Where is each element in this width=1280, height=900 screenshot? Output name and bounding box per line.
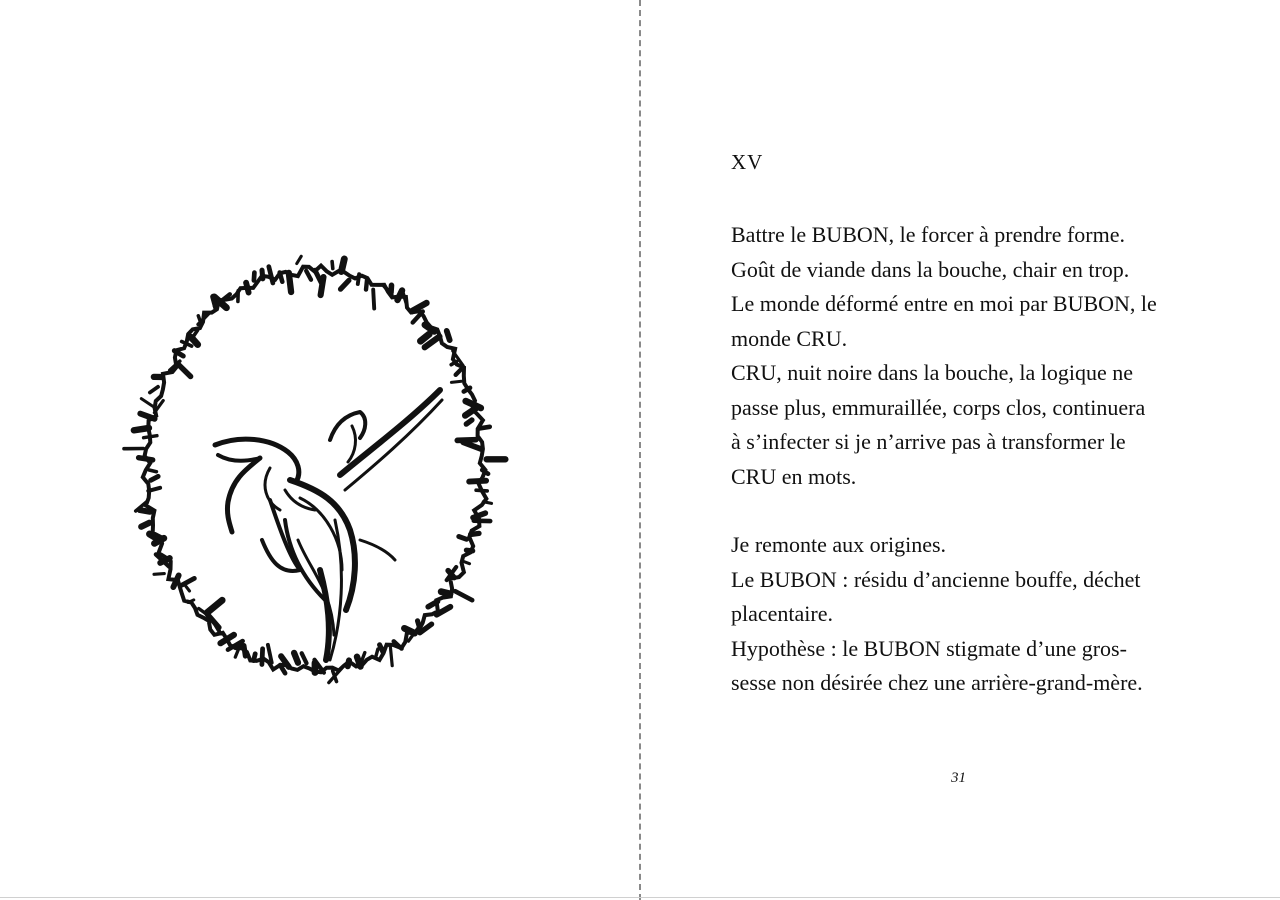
ring-stroke xyxy=(182,578,194,585)
ring-stroke xyxy=(456,370,461,375)
ring-stroke xyxy=(151,476,158,480)
ring-stroke xyxy=(140,510,150,512)
ink-circle-figure-illustration xyxy=(120,240,520,700)
poem-line: placentaire. xyxy=(731,601,833,626)
poem-line: sesse non désirée chez une arrière-grand-mère. xyxy=(731,670,1143,695)
ring-stroke xyxy=(457,440,476,441)
ring-stroke xyxy=(466,420,472,424)
ring-stroke xyxy=(321,277,324,295)
ring-stroke xyxy=(306,271,311,280)
ring-stroke xyxy=(341,259,344,272)
jagged-ring xyxy=(124,256,505,682)
poem-line: Goût de viande dans la bouche, chair en trop. xyxy=(731,256,1130,282)
ring-stroke xyxy=(150,387,158,393)
ring-stroke xyxy=(213,620,219,631)
ring-stroke xyxy=(390,646,392,666)
ring-stroke xyxy=(154,574,164,575)
ring-stroke xyxy=(455,591,472,600)
ring-outline xyxy=(143,266,487,673)
figure-drawing xyxy=(215,390,442,660)
poem-line: Je remonte aux origines. xyxy=(731,532,947,557)
ring-stroke xyxy=(149,470,156,472)
ring-stroke xyxy=(302,653,307,663)
right-page xyxy=(641,0,1280,900)
ring-stroke xyxy=(341,280,349,289)
poem-line: Hypothèse : le BUBON stigmate d’une gros- xyxy=(731,635,1127,661)
bottom-edge-rule xyxy=(0,897,1280,898)
ring-stroke xyxy=(254,273,255,281)
ring-stroke xyxy=(207,600,222,613)
ring-stroke xyxy=(441,592,450,594)
poem-line: monde CRU. xyxy=(731,325,848,351)
poem-line: CRU en mots. xyxy=(731,463,857,489)
ring-stroke xyxy=(459,537,467,540)
ring-stroke xyxy=(332,262,333,269)
ring-stroke xyxy=(373,290,374,309)
page-number: 31 xyxy=(951,770,966,786)
poem-line: CRU, nuit noire dans la bouche, la logique ne xyxy=(731,360,1134,385)
ring-stroke xyxy=(463,442,481,449)
ring-stroke xyxy=(141,523,149,527)
stanza-2 xyxy=(731,528,1231,701)
ring-stroke xyxy=(421,334,430,341)
chapter-numeral: XV xyxy=(731,150,764,174)
ring-stroke xyxy=(451,381,461,382)
poem-line: passe plus, emmuraillée, corps clos, continuera xyxy=(731,394,1146,420)
poem-line: Le monde déformé entre en moi par BUBON, le xyxy=(731,291,1157,316)
ring-stroke xyxy=(178,364,190,376)
left-page xyxy=(0,0,639,900)
ring-stroke xyxy=(262,649,263,665)
stanza-1 xyxy=(731,218,1231,494)
ring-stroke xyxy=(447,331,450,340)
poem-line: Le BUBON : résidu d’ancienne bouffe, déchet xyxy=(731,566,1141,592)
ring-stroke xyxy=(297,256,301,263)
poem-line: à s’infecter si je n’arrive pas à transformer le xyxy=(731,429,1126,454)
ring-stroke xyxy=(294,653,298,663)
poem-line: Battre le BUBON, le forcer à prendre forme. xyxy=(731,222,1126,247)
ring-stroke xyxy=(391,285,392,292)
poem-text xyxy=(731,218,1231,735)
